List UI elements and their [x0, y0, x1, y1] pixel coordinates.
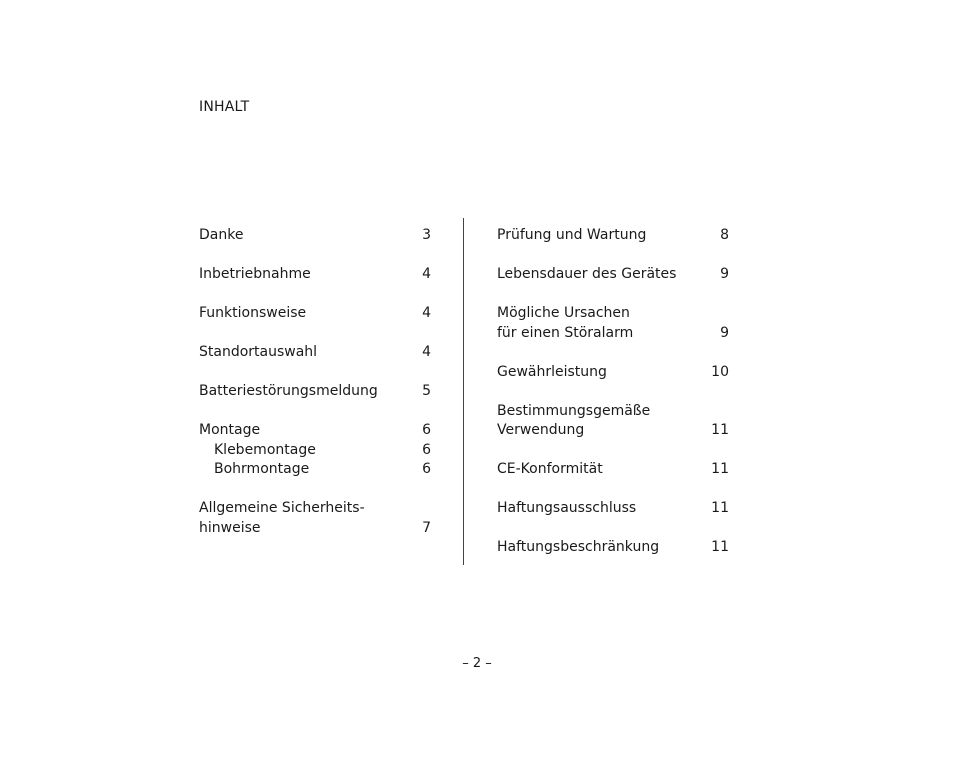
toc-entry [497, 226, 729, 246]
toc-page-number: 4 [422, 344, 431, 360]
toc-subentry-line [199, 460, 431, 480]
toc-subentry-line [199, 441, 431, 461]
toc-entry-title: Lebensdauer des Gerätes [497, 266, 677, 282]
toc-page-number: 11 [711, 422, 729, 438]
toc-column-right [497, 226, 729, 577]
toc-entry-title: Bohrmontage [214, 461, 310, 477]
page-heading: INHALT [199, 99, 250, 115]
toc-entry-line [199, 226, 431, 246]
toc-entry-title: Gewährleistung [497, 363, 607, 380]
toc-column-left [199, 226, 431, 558]
toc-entry [497, 499, 729, 519]
column-divider [463, 218, 464, 565]
toc-entry-line [199, 304, 431, 324]
toc-entry-line [497, 421, 729, 441]
toc-entry-title: Haftungsbeschränkung [497, 539, 660, 555]
toc-entry-line [497, 324, 729, 344]
toc-page-number: 4 [422, 305, 431, 321]
toc-entry-line [497, 460, 729, 480]
toc-page-number: 8 [720, 227, 729, 243]
toc-entry-line [199, 265, 431, 285]
toc-entry [199, 382, 431, 402]
toc-entry-line [497, 265, 729, 285]
toc-entry-title: Klebemontage [214, 441, 316, 458]
toc-entry [199, 421, 431, 480]
toc-page-number: 6 [422, 441, 431, 458]
toc-page-number: 11 [711, 500, 729, 516]
toc-page-number: 10 [711, 363, 729, 380]
toc-entry-line [497, 363, 729, 383]
page-number: – 2 – [462, 656, 492, 671]
toc-entry [497, 538, 729, 558]
toc-page-number: 6 [422, 461, 431, 477]
toc-entry [497, 402, 729, 441]
toc-entry-title: für einen Störalarm [497, 324, 634, 341]
toc-entry-line [497, 402, 729, 422]
toc-entry-title: Bestimmungsgemäße [497, 402, 651, 419]
toc-page-number: 6 [422, 422, 431, 438]
toc-entry-title: Verwendung [497, 422, 585, 438]
toc-entry [497, 304, 729, 343]
toc-entry [199, 499, 431, 538]
toc-entry [497, 460, 729, 480]
toc-entry-line [199, 343, 431, 363]
toc-page-number: 9 [720, 324, 729, 341]
toc-entry-title: CE-Konformität [497, 461, 603, 477]
toc-entry-line [199, 499, 431, 519]
toc-entry-line [497, 538, 729, 558]
toc-entry-title: Inbetriebnahme [199, 266, 311, 282]
toc-entry-title: Funktionsweise [199, 305, 307, 321]
toc-entry [199, 304, 431, 324]
toc-entry-title: Standortauswahl [199, 344, 318, 360]
toc-entry-line [497, 226, 729, 246]
toc-page-number: 3 [422, 227, 431, 243]
toc-entry [497, 265, 729, 285]
toc-entry-line [199, 519, 431, 539]
toc-entry [497, 363, 729, 383]
toc-entry-title: Allgemeine Sicherheits- [199, 500, 365, 516]
toc-entry-line [497, 304, 729, 324]
toc-page-number: 11 [711, 539, 729, 555]
toc-entry [199, 265, 431, 285]
toc-entry [199, 226, 431, 246]
toc-page-number: 4 [422, 266, 431, 282]
toc-entry-title: Danke [199, 227, 244, 243]
toc-page-number: 11 [711, 461, 729, 477]
toc-entry-title: Haftungsausschluss [497, 500, 637, 516]
toc-entry-title: Batteriestörungsmeldung [199, 383, 378, 399]
toc-entry-line [199, 421, 431, 441]
toc-entry-title: hinweise [199, 519, 261, 536]
toc-entry-title: Montage [199, 422, 261, 438]
toc-entry-line [497, 499, 729, 519]
toc-entry-title: Prüfung und Wartung [497, 227, 647, 243]
toc-entry-title: Mögliche Ursachen [497, 305, 630, 321]
toc-page-number: 9 [720, 266, 729, 282]
toc-page-number: 7 [422, 519, 431, 536]
toc-page-number: 5 [422, 383, 431, 399]
toc-entry-line [199, 382, 431, 402]
toc-entry [199, 343, 431, 363]
